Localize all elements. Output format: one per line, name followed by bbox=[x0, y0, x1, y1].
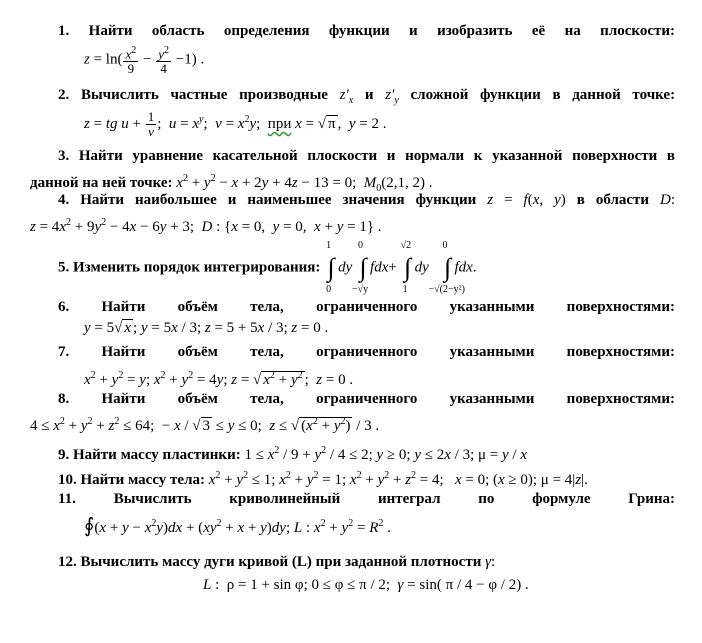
problem-1-formula: z = ln( $\frac{x^2}{9}$ − $\frac{y^2}{4}$ −1) . bbox=[84, 45, 205, 77]
problem-3-title: 3. Найти уравнение касательной плоскости и нормали к указанной поверхности в bbox=[58, 148, 675, 164]
problem-4-title: 4. Найти наибольшее и наименьшее значения функции z = f(x, y) в области D: bbox=[58, 192, 676, 208]
problem-5: 5. Изменить порядок интегрирования: ∫ 1 0 dy ∫ 0 −√y fdx+ ∫ √2 1 dy ∫ 0 −√(2−y²) fdx. bbox=[58, 240, 477, 295]
problem-2-formula: z = tg u + $\frac{1}{v}$ ; $u = x^y$; $v = x^2y$; при x = √ π , y = 2 . bbox=[84, 109, 387, 140]
problem-11-formula: ∮(x + $y - x^2y)dx + (xy^2 + x + y)dy$; L : $x^2 + y^2 = R^2$ . bbox=[84, 515, 391, 537]
problem-6-title: 6. Найти объём тела, ограниченного указанными поверхностями: bbox=[58, 299, 675, 315]
problem-11-title: 11. Вычислить криволинейный интеграл по формуле Грина: bbox=[58, 491, 676, 507]
problem-9: 9. Найти массу пластинки: $1 \le x^2 / 9 + y^2 / 4 \le 2$; y ≥ 0; y ≤ 2x / 3; μ = y / x bbox=[58, 445, 528, 463]
problem-4-formula: $z = 4x^2 + 9y^2 - 4x - 6y + 3$; D : {x = 0, y = 0, x + y = 1} . bbox=[30, 217, 382, 235]
problem-12-title: 12. Вычислить массу дуги кривой (L) при заданной плотности γ: bbox=[58, 554, 496, 570]
problem-2-title: 2. Вычислить частные производные $z'_x$ и $z'_y$ сложной функции в данной точке: bbox=[58, 87, 676, 106]
problem-6-formula: y = 5√ x ; y = 5x / 3; z = 5 + 5x / 3; z = 0 . bbox=[84, 320, 329, 336]
problem-1-title: 1. Найти область определения функции и изобразить её на плоскости: bbox=[58, 23, 676, 39]
problem-8-formula: $4 \le x^2 + y^2 + z^2 \le 64$; − x / √ 3 ≤ y ≤ 0; z ≤ √ $(x^2 + y^2) / 3$ . bbox=[30, 416, 380, 434]
problem-12-formula: L : ρ = 1 + sin φ; 0 ≤ φ ≤ π / 2; γ = sin( π / 4 − φ / 2) . bbox=[203, 577, 529, 593]
problem-10: 10. Найти массу тела: $x^2 + y^2 \le 1$; $x^2 + y^2 = 1$; $x^2 + y^2 + z^2 = 4$; x = 0; (x ≥ 0); μ = 4|z|. bbox=[58, 470, 588, 488]
problem-1-number: 1. bbox=[58, 23, 70, 39]
problem-3-formula: данной на ней точке: $x^2 + y^2 - x + 2y + 4z - 13 = 0$; $M_0(2,1$, 2) . bbox=[30, 173, 433, 194]
problem-8-title: 8. Найти объём тела, ограниченного указанными поверхностями: bbox=[58, 391, 675, 407]
problem-7-formula: $x^2 + y^2 = y$; $x^2 + y^2 = 4y$; z = √ $x^2 + y^2$ ; z = 0 . bbox=[84, 370, 354, 388]
problem-7-title: 7. Найти объём тела, ограниченного указанными поверхностями: bbox=[58, 344, 675, 360]
